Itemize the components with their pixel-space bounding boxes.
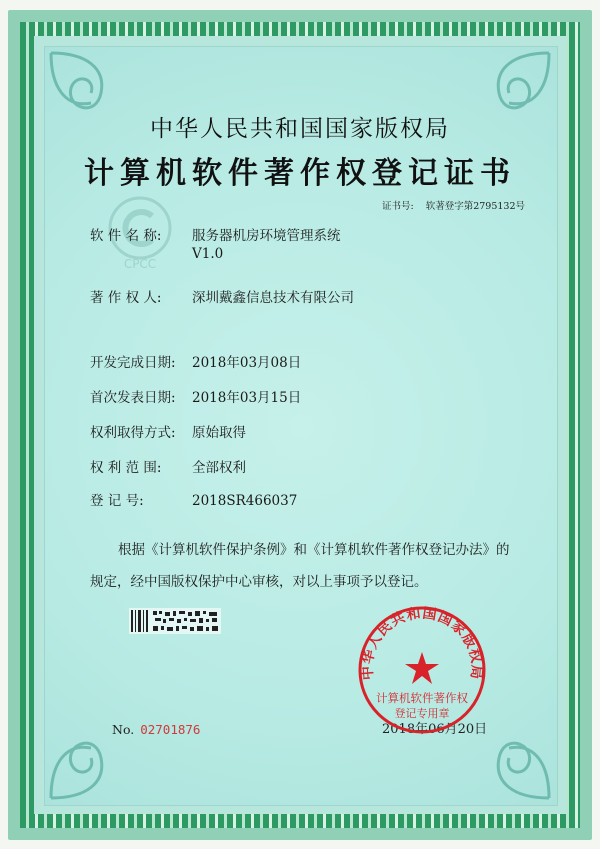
field-value: 2018年03月15日 <box>192 390 302 406</box>
svg-text:CPCC: CPCC <box>123 257 157 270</box>
field-label: 权利取得方式: <box>90 425 176 441</box>
field-value: 2018年03月08日 <box>192 355 302 371</box>
seal-ring-text: 中华人民共和国国家版权局 <box>359 605 485 681</box>
field-label: 权 利 范 围: <box>90 460 162 476</box>
statement-line-2: 规定，经中国版权保护中心审核，对以上事项予以登记。 <box>90 574 428 590</box>
field-value-version: V1.0 <box>192 246 224 262</box>
serial-number <box>112 722 200 737</box>
field-copyright-owner <box>90 286 354 306</box>
field-publish-date <box>90 386 301 406</box>
field-label: 首次发表日期: <box>90 390 176 406</box>
field-value: 全部权利 <box>192 460 246 476</box>
field-software-name <box>90 224 341 262</box>
statement-line-1: 根据《计算机软件保护条例》和《计算机软件著作权登记办法》的 <box>118 542 510 558</box>
issue-date: 2018年06月20日 <box>382 722 488 737</box>
certificate-number <box>382 198 525 212</box>
field-label: 登 记 号: <box>90 493 144 509</box>
qr-barcode-icon <box>129 608 221 634</box>
field-label: 著 作 权 人: <box>90 290 162 306</box>
field-registration-number <box>90 489 297 509</box>
field-value: 2018SR466037 <box>192 493 298 509</box>
certificate-number-label: 证书号: <box>382 201 414 212</box>
certificate-title: 计算机软件著作权登记证书 <box>84 156 516 191</box>
issuer-title: 中华人民共和国国家版权局 <box>150 116 450 142</box>
field-label: 软 件 名 称: <box>90 228 162 244</box>
serial-value: 02701876 <box>140 722 201 737</box>
corner-ornament-icon <box>46 693 156 803</box>
field-acquisition-method <box>90 421 246 441</box>
serial-label: No. <box>112 722 135 737</box>
certificate-number-value: 软著登字第2795132号 <box>425 201 526 212</box>
seal-line-1: 计算机软件著作权 <box>376 691 468 705</box>
field-value: 深圳戴鑫信息技术有限公司 <box>192 290 354 306</box>
seal-line-2: 登记专用章 <box>394 707 450 720</box>
field-completion-date <box>90 351 301 371</box>
official-seal-icon <box>356 604 488 736</box>
field-value: 服务器机房环境管理系统 <box>192 228 341 244</box>
field-rights-scope <box>90 456 246 476</box>
field-label: 开发完成日期: <box>90 355 176 371</box>
field-value: 原始取得 <box>192 425 246 441</box>
